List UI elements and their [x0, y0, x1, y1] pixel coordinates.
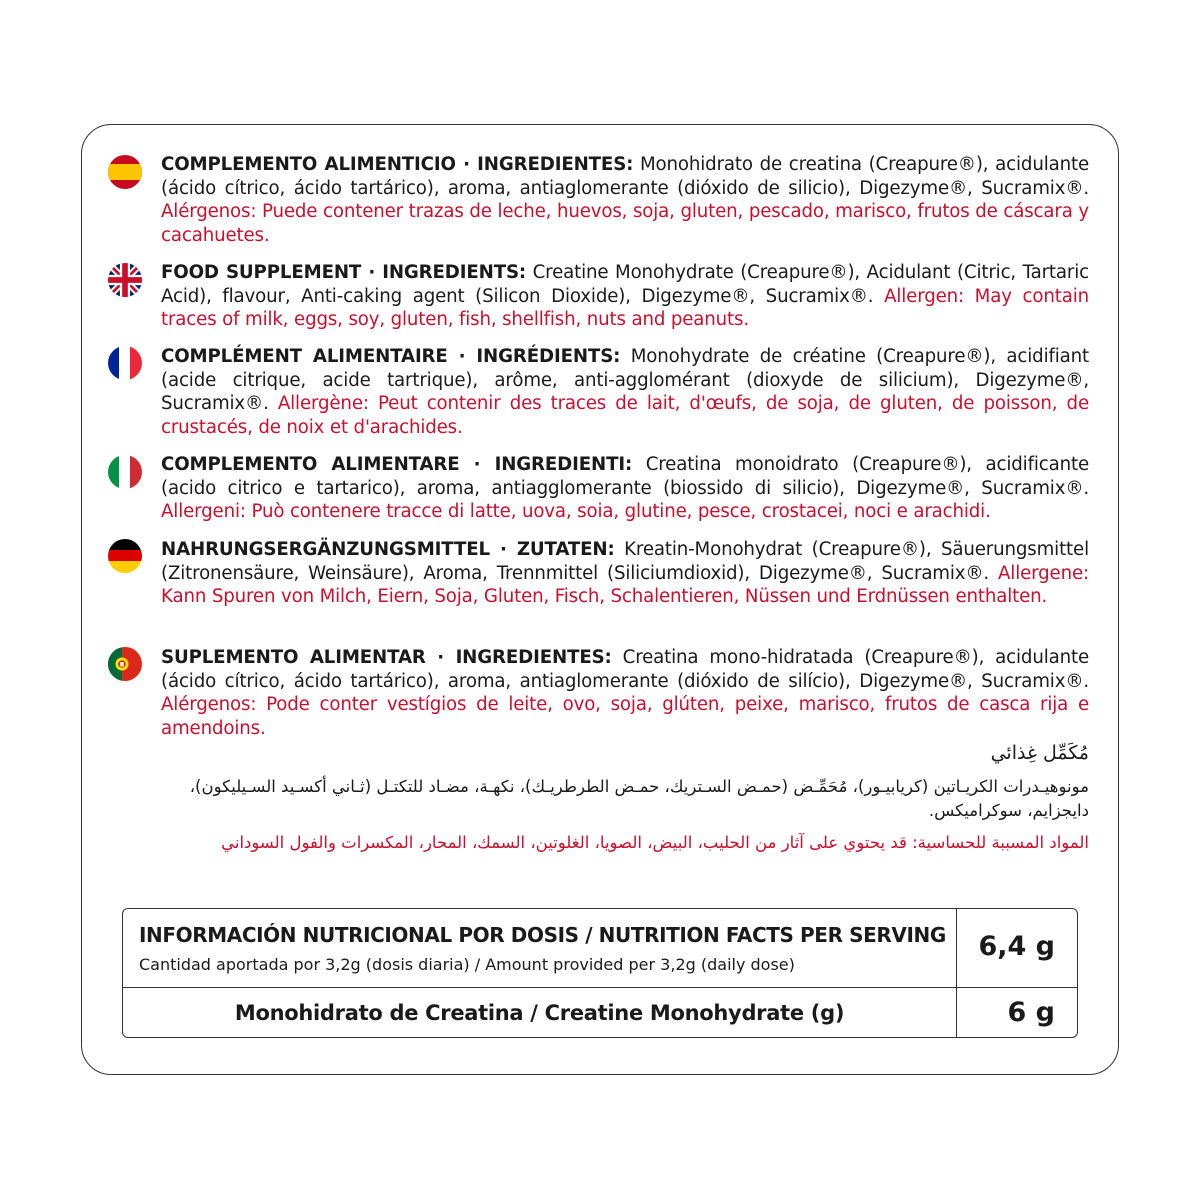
creatine-row-value: 6 g — [1007, 997, 1055, 1028]
ingredients-it — [161, 453, 1089, 524]
table-divider-vertical — [956, 909, 957, 1037]
ingredients-en — [161, 261, 1089, 332]
heading-de: NAHRUNGSERGÄNZUNGSMITTEL · ZUTATEN: — [161, 539, 615, 560]
allergen-es: Alérgenos: Puede contener trazas de leche, huevos, soja, gluten, pescado, marisco, frutos de cáscara y cacahuetes. — [161, 201, 1089, 246]
allergen-it: Allergeni: Può contenere tracce di latte, uova, soia, glutine, pesce, crostacei, noci e arachidi. — [161, 501, 991, 522]
body-en: Creatine Monohydrate (Creapure®), Acidulant (Citric, Tartaric Acid), flavour, Anti-caking agent (Silicon Dioxide), Digezyme®, Sucramix®. — [161, 262, 1089, 307]
germany-flag-icon — [108, 539, 142, 573]
body-de: Kreatin-Monohydrat (Creapure®), Säuerungsmittel (Zitronensäure, Weinsäure), Aroma, Trennmittel (Siliciumdioxid), Digezyme®, Sucramix®. — [161, 539, 1089, 584]
allergen-ar: المواد المسببة للحساسية: قد يحتوي على آثار من الحليب، البيض، الصويا، الغلوتين، السمك، المحار، المكسرات والفول السوداني — [221, 833, 1089, 852]
france-flag-icon — [108, 346, 142, 380]
body-pt: Creatina mono-hidratada (Creapure®), acidulante (ácido cítrico, ácido tartárico), aroma, antiaglomerante (dióxido de silício), Digezyme®, Sucramix®. — [161, 647, 1089, 692]
serving-size-value: 6,4 g — [978, 931, 1055, 962]
allergen-pt: Alérgenos: Pode conter vestígios de leite, ovo, soja, glúten, peixe, marisco, frutos de casca rija e amendoins. — [161, 694, 1089, 739]
heading-ar: مُكَمِّل غِذائي — [990, 742, 1089, 764]
nutrition-subheader: Cantidad aportada por 3,2g (dosis diaria) / Amount provided per 3,2g (daily dose) — [139, 955, 795, 974]
allergen-fr: Allergène: Peut contenir des traces de lait, d'œufs, de soja, de gluten, de poisson, de crustacés, de noix et d'arachides. — [161, 393, 1089, 438]
ingredients-pt — [161, 646, 1089, 740]
body-fr: Monohydrate de créatine (Creapure®), acidifiant (acide citrique, acide tartrique), arôme, anti-agglomérant (dioxyde de silicium), Digezyme®, Sucramix®. — [161, 346, 1089, 414]
heading-es: COMPLEMENTO ALIMENTICIO · INGREDIENTES: — [161, 154, 634, 175]
table-divider-horizontal — [123, 987, 1077, 988]
ingredients-es — [161, 153, 1089, 247]
ingredients-ar — [137, 741, 1089, 855]
body-ar: مونوهيـدرات الكريـاتين (كريابيـور)، مُحَمِّـض (حمـض السـتريك، حمـض الطرطريـك)، نكهـة، مضـاد للتكتـل (ثـاني أكسـيد السـيليكون)، دايجزايم، سوكراميكس. — [189, 777, 1089, 820]
creatine-row-label: Monohidrato de Creatina / Creatine Monohydrate (g) — [234, 1001, 845, 1025]
uk-flag-icon — [108, 263, 142, 297]
allergen-en: Allergen: May contain traces of milk, eggs, soy, gluten, fish, shellfish, nuts and peanuts. — [161, 285, 1089, 330]
ingredients-de — [161, 538, 1089, 609]
body-it: Creatina monoidrato (Creapure®), acidificante (acido citrico e tartarico), aroma, antiagglomerante (biossido di silicio), Digezyme®, Sucramix®. — [161, 454, 1089, 499]
nutrition-header: INFORMACIÓN NUTRICIONAL POR DOSIS / NUTRITION FACTS PER SERVING — [139, 923, 946, 947]
portugal-flag-icon — [108, 647, 142, 681]
body-es: Monohidrato de creatina (Creapure®), acidulante (ácido cítrico, ácido tartárico), aroma, antiaglomerante (dióxido de silicio), Digezyme®, Sucramix®. — [161, 154, 1089, 199]
italy-flag-icon — [108, 455, 142, 489]
heading-pt: SUPLEMENTO ALIMENTAR · INGREDIENTES: — [161, 647, 612, 668]
heading-en: FOOD SUPPLEMENT · INGREDIENTS: — [161, 262, 527, 283]
spain-flag-icon — [108, 155, 142, 189]
heading-it: COMPLEMENTO ALIMENTARE · INGREDIENTI: — [161, 454, 633, 475]
nutrition-table — [122, 908, 1078, 1038]
allergen-de: Allergene: Kann Spuren von Milch, Eiern, Soja, Gluten, Fisch, Schalentieren, Nüssen und Erdnüssen enthalten. — [161, 562, 1089, 607]
ingredients-fr — [161, 345, 1089, 439]
heading-fr: COMPLÉMENT ALIMENTAIRE · INGRÉDIENTS: — [161, 346, 621, 367]
